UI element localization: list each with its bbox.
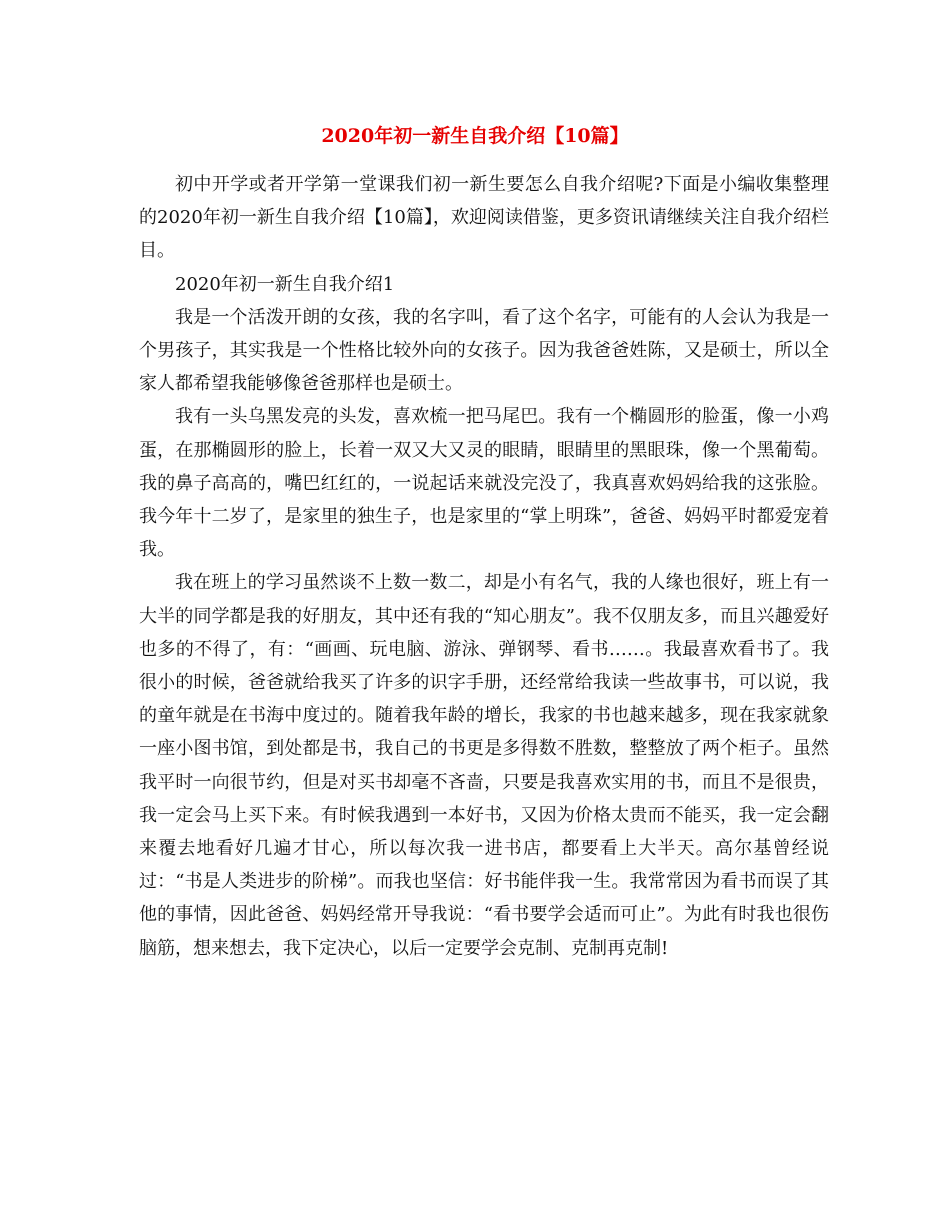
document-title: 2020年初一新生自我介绍【10篇】: [321, 125, 629, 147]
body-paragraph: 我有一头乌黑发亮的头发，喜欢梳一把马尾巴。我有一个椭圆形的脸蛋，像一小鸡蛋，在那椭圆形的脸上，长着一双又大又灵的眼睛，眼睛里的黑眼珠，像一个黑葡萄。我的鼻子高高的，嘴巴红红的，一说起话来就没完没了，我真喜欢妈妈给我的这张脸。我今年十二岁了，是家里的独生子，也是家里的“掌上明珠”，爸爸、妈妈平时都爱宠着我。: [139, 406, 829, 561]
document-body: [139, 168, 829, 965]
body-paragraph: 我在班上的学习虽然谈不上数一数二，却是小有名气，我的人缘也很好，班上有一大半的同学都是我的好朋友，其中还有我的“知心朋友”。我不仅朋友多，而且兴趣爱好也多的不得了，有：“画画、玩电脑、游泳、弹钢琴、看书……。我最喜欢看书了。我很小的时候，爸爸就给我买了许多的识字手册，还经常给我读一些故事书，可以说，我的童年就是在书海中度过的。随着我年龄的增长，我家的书也越来越多，现在我家就象一座小图书馆，到处都是书，我自己的书更是多得数不胜数，整整放了两个柜子。虽然我平时一向很节约，但是对买书却毫不吝啬，只要是我喜欢实用的书，而且不是很贵，我一定会马上买下来。有时候我遇到一本好书，又因为价格太贵而不能买，我一定会翻来覆去地看好几遍才甘心，所以每次我一进书店，都要看上大半天。高尔基曾经说过：“书是人类进步的阶梯”。而我也坚信：好书能伴我一生。我常常因为看书而误了其他的事情，因此爸爸、妈妈经常开导我说：“看书要学会适而可止”。为此有时我也很伤脑筋，想来想去，我下定决心，以后一定要学会克制、克制再克制!: [139, 572, 829, 959]
intro-paragraph: 初中开学或者开学第一堂课我们初一新生要怎么自我介绍呢?下面是小编收集整理的2020年初一新生自我介绍【10篇】，欢迎阅读借鉴，更多资讯请继续关注自我介绍栏目。: [139, 174, 829, 262]
section-heading: 2020年初一新生自我介绍1: [175, 273, 395, 295]
body-paragraph: 我是一个活泼开朗的女孩，我的名字叫，看了这个名字，可能有的人会认为我是一个男孩子，其实我是一个性格比较外向的女孩子。因为我爸爸姓陈，又是硕士，所以全家人都希望我能够像爸爸那样也是硕士。: [139, 306, 829, 395]
